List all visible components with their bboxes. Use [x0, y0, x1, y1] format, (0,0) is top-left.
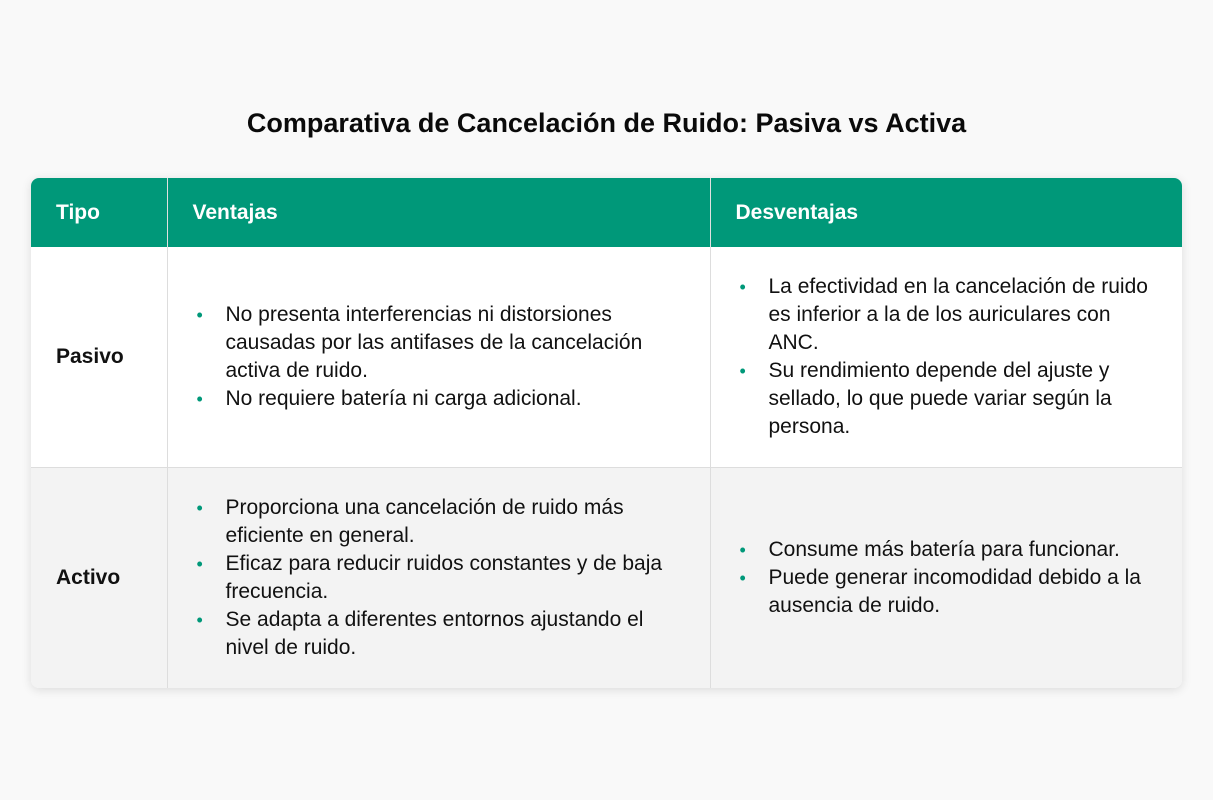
header-tipo: Tipo	[56, 200, 100, 224]
list-item: • Proporciona una cancelación de ruido más eficiente en general.	[193, 494, 685, 550]
disadvantages-list	[736, 273, 1158, 441]
header-desventajas: Desventajas	[710, 178, 1182, 247]
table-header-row	[31, 178, 1182, 247]
list-item: • Se adapta a diferentes entornos ajustando el nivel de ruido.	[193, 606, 685, 662]
list-item: • Puede generar incomodidad debido a la ausencia de ruido.	[736, 564, 1158, 620]
list-item: • Consume más batería para funcionar.	[736, 536, 1158, 564]
header-ventajas: Ventajas	[167, 178, 710, 247]
advantages-cell	[167, 467, 710, 688]
disadvantages-cell	[710, 247, 1182, 467]
advantages-cell	[167, 247, 710, 467]
table-row	[31, 467, 1182, 688]
disadvantages-list	[736, 536, 1158, 620]
advantages-list	[193, 494, 685, 662]
list-item: • Eficaz para reducir ruidos constantes y de baja frecuencia.	[193, 550, 685, 606]
disadvantages-cell	[710, 467, 1182, 688]
table-row	[31, 247, 1182, 467]
comparison-table	[31, 178, 1182, 688]
comparison-table-container	[31, 178, 1182, 688]
list-item: • Su rendimiento depende del ajuste y sellado, lo que puede variar según la persona.	[736, 357, 1158, 441]
list-item: • La efectividad en la cancelación de ruido es inferior a la de los auriculares con ANC.	[736, 273, 1158, 357]
list-item: • No requiere batería ni carga adicional.	[193, 385, 685, 413]
row-type-cell: Pasivo	[31, 247, 167, 467]
row-type-cell: Activo	[56, 565, 121, 589]
list-item: • No presenta interferencias ni distorsiones causadas por las antifases de la cancelación activa de ruido.	[193, 301, 685, 385]
page-title: Comparativa de Cancelación de Ruido: Pasiva vs Activa	[246, 108, 967, 138]
advantages-list	[193, 301, 685, 413]
